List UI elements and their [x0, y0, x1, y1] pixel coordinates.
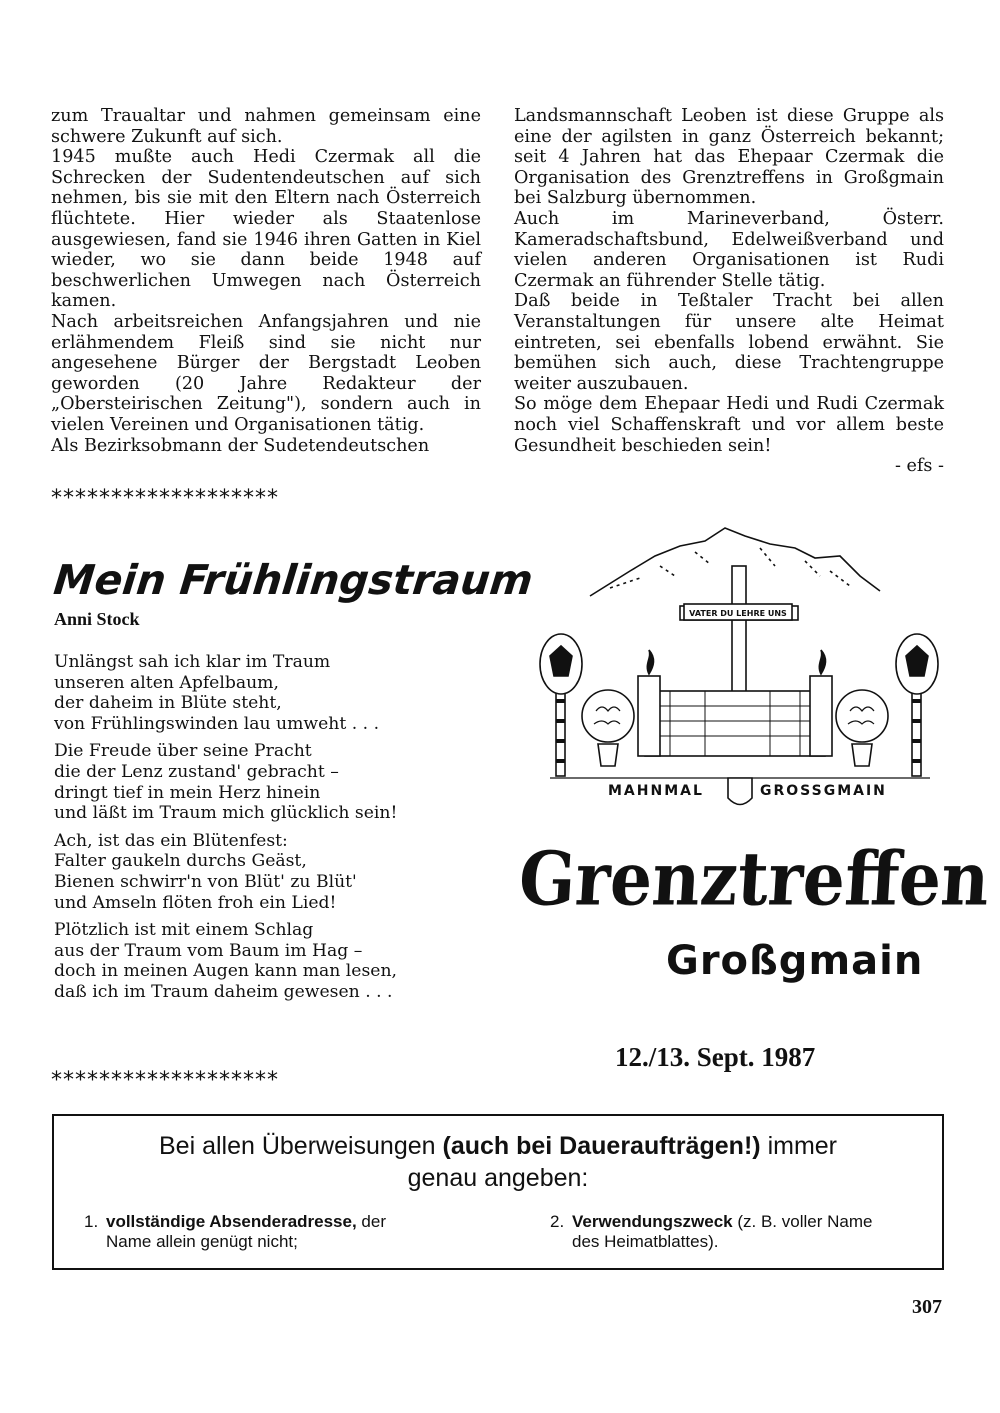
star-divider-bottom: ******************* — [51, 1068, 279, 1093]
poem-line: daß ich im Traum daheim gewesen . . . — [54, 981, 393, 1002]
article-right-column — [514, 106, 944, 477]
event-place: Großgmain — [666, 938, 924, 984]
item-number: 1. — [84, 1212, 99, 1231]
poem-body — [54, 652, 484, 1010]
notice-item-1 — [84, 1212, 484, 1252]
article-paragraph: So möge dem Ehepaar Hedi und Rudi Czermak noch viel Schaffenskraft und vor allem beste Gesundheit beschieden sein! — [514, 394, 944, 456]
star-divider-top: ******************* — [51, 486, 279, 511]
payment-notice-box — [52, 1114, 944, 1270]
poem-stanza — [54, 652, 484, 734]
poem-line: und läßt im Traum mich glücklich sein! — [54, 803, 398, 824]
notice-headline-line2: genau angeben: — [407, 1164, 589, 1192]
memorial-illustration — [520, 516, 950, 816]
poem-line: aus der Traum vom Baum im Hag – — [54, 940, 363, 961]
poem-line: und Amseln flöten froh ein Lied! — [54, 892, 337, 913]
flame-icon — [647, 650, 653, 674]
article-paragraph: 1945 mußte auch Hedi Czermak all die Schrecken der Sudentendeutschen auf sich nehmen, bis sie mit den Eltern nach Österreich flüchtete. Hier wieder als Staatenlose ausgewiesen, fand sie 1946 ihren Gatten in Kiel wieder, wo sie dann beide 1948 auf beschwerlichen Umwegen nach Österreich kamen. — [51, 147, 481, 312]
poem-line: von Frühlingswinden lau umweht . . . — [54, 713, 380, 734]
memorial-caption-left: MAHNMAL — [608, 783, 704, 799]
memorial-wall — [645, 691, 825, 756]
article-paragraph: Nach arbeitsreichen Anfangsjahren und nie erlähmendem Fleiß sind sie nicht nur angesehene Bürger der Bergstadt Leoben geworden (20 Jahre Redakteur der „Obersteirischen Zeitung"), sondern auch in vielen Vereinen und Organisationen tätig. — [51, 311, 481, 435]
notice-item-2 — [550, 1212, 930, 1252]
poem-line: Die Freude über seine Pracht — [54, 741, 312, 762]
item-text: (z. B. voller Name — [737, 1212, 873, 1231]
item-number: 2. — [550, 1212, 565, 1231]
tree-left — [582, 690, 634, 742]
article-paragraph: Auch im Marineverband, Österr. Kameradschaftsbund, Edelweißverband und vielen anderen Organisationen ist Rudi Czermak an führender Stelle tätig. — [514, 208, 944, 291]
article-signature: - efs - — [894, 456, 944, 477]
poem-line: Plötzlich ist mit einem Schlag — [54, 920, 314, 941]
poem-line: Bienen schwirr'n von Blüt' zu Blüt' — [54, 871, 357, 892]
cross-sign-text: VATER DU LEHRE UNS — [689, 609, 787, 618]
pillar-right — [810, 676, 832, 756]
notice-headline — [54, 1130, 942, 1194]
poem-line: doch in meinen Augen kann man lesen, — [54, 961, 398, 982]
memorial-caption-right: GROSSGMAIN — [760, 783, 887, 799]
item-text: des Heimatblattes). — [572, 1232, 719, 1251]
poem-title: Mein Frühlingstraum — [51, 556, 536, 604]
event-date: 12./13. Sept. 1987 — [615, 1042, 816, 1072]
poem-line: die der Lenz zustand' gebracht – — [54, 761, 339, 782]
article-paragraph: Daß beide in Teßtaler Tracht bei allen Veranstaltungen für unsere alte Heimat eintreten, sei ebenfalls lobend erwähnt. Sie bemühen sich auch, diese Trachtengruppe weiter auszubauen. — [514, 291, 944, 394]
shield-icon — [728, 778, 752, 805]
article-paragraph: Als Bezirksobmann der Sudetendeutschen — [51, 435, 430, 456]
flame-icon — [819, 650, 825, 674]
page-number: 307 — [912, 1296, 942, 1318]
item-text: Name allein genügt nicht; — [106, 1232, 298, 1251]
event-title: Grenztreffen — [516, 835, 992, 923]
poem-author: Anni Stock — [54, 609, 140, 629]
poem-stanza — [54, 920, 484, 1002]
pillar-left — [638, 676, 660, 756]
article-paragraph: zum Traualtar und nahmen gemeinsam eine schwere Zukunft auf sich. — [51, 106, 481, 147]
poem-line: Unlängst sah ich klar im Traum — [54, 652, 331, 672]
tree-right — [836, 690, 888, 742]
item-emphasis: vollständige Absenderadresse, — [106, 1212, 357, 1231]
article-paragraph: Landsmannschaft Leoben ist diese Gruppe als eine der agilsten in ganz Österreich bekannt; seit 4 Jahren hat das Ehepaar Czermak die Organisation des Grenztreffens in Großgmain bei Salzburg übernommen. — [514, 106, 944, 209]
poem-stanza — [54, 831, 484, 913]
poem-line: Falter gaukeln durchs Geäst, — [54, 851, 307, 872]
notice-headline-text: Bei allen Überweisungen — [158, 1132, 436, 1160]
item-text: der — [361, 1212, 386, 1231]
notice-headline-text: immer — [767, 1132, 837, 1160]
poem-line: unseren alten Apfelbaum, — [54, 672, 279, 693]
poem-line: der daheim in Blüte steht, — [54, 693, 282, 714]
article-left-column — [51, 106, 481, 456]
item-emphasis: Verwendungszweck — [572, 1212, 733, 1231]
poem-line: Ach, ist das ein Blütenfest: — [54, 830, 288, 851]
notice-headline-emphasis: (auch bei Daueraufträgen!) — [442, 1132, 761, 1160]
poem-line: dringt tief in mein Herz hinein — [54, 782, 321, 803]
poem-stanza — [54, 741, 484, 823]
